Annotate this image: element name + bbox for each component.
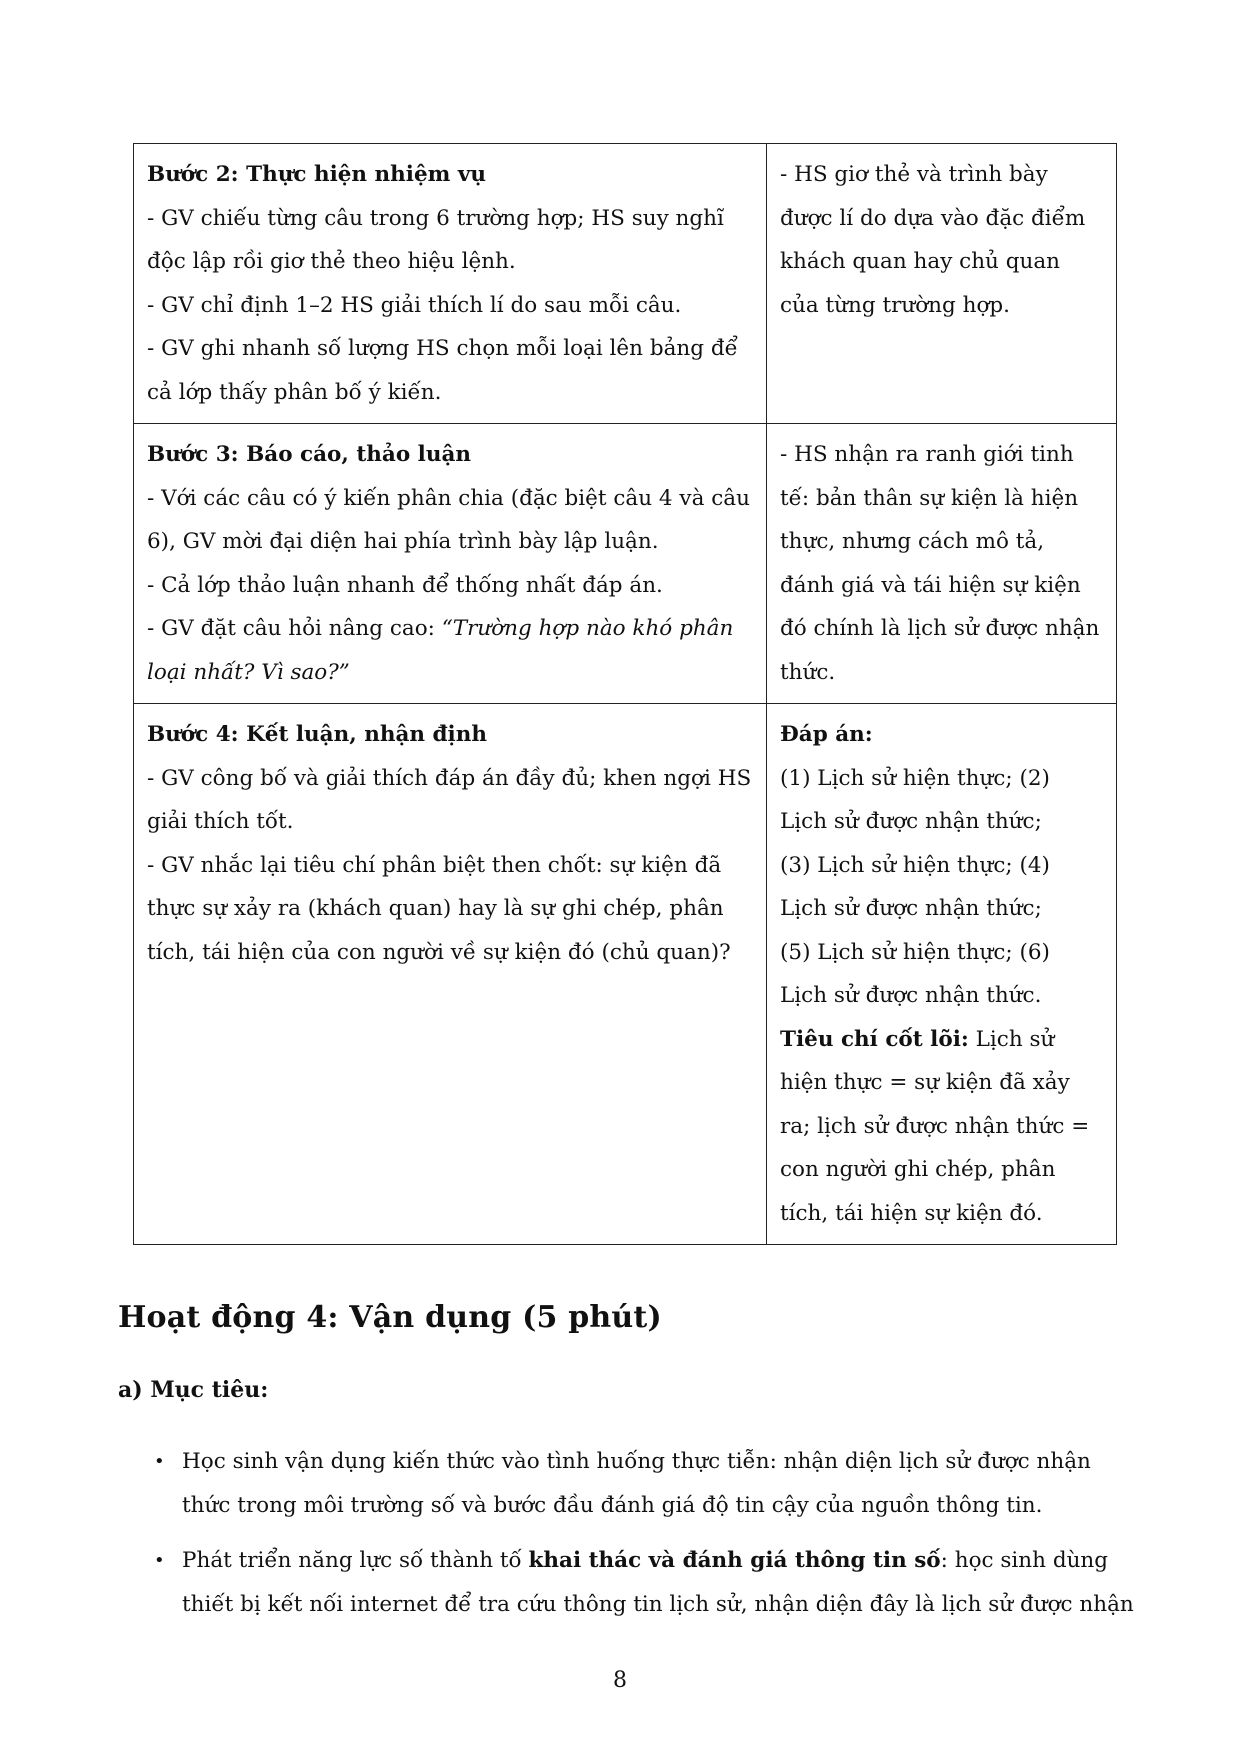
criteria-line	[780, 1018, 1103, 1236]
list-item-suffix: : học sinh dùng thiết bị kết nối internet để tra cứu thông tin lịch sử, nhận diện đây là lịch sử được nhận	[182, 1548, 1134, 1617]
question-italic: “Trường hợp nào khó phân loại nhất? Vì sao?”	[147, 616, 734, 685]
list-item-prefix: Phát triển năng lực số thành tố	[182, 1548, 529, 1573]
question-prefix: - GV đặt câu hỏi nâng cao:	[147, 616, 442, 641]
step-line: - GV chỉ định 1–2 HS giải thích lí do sau mỗi câu.	[147, 292, 682, 318]
table-row	[134, 144, 1117, 424]
bullet-icon: •	[154, 1451, 165, 1472]
criteria-text: Lịch sử hiện thực = sự kiện đã xảy ra; lịch sử được nhận thức = con người ghi chép, phân tích, tái hiện sự kiện đó.	[780, 1026, 1090, 1226]
step-3-outcome-cell	[767, 424, 1117, 704]
outcome-text: - HS giơ thẻ và trình bày được lí do dựa vào đặc điểm khách quan hay chủ quan của từng trường hợp.	[780, 162, 1086, 318]
answer-line: (1) Lịch sử hiện thực; (2) Lịch sử được nhận thức;	[780, 765, 1050, 834]
step-4-outcome-cell	[767, 704, 1117, 1245]
step-question-line	[147, 607, 753, 694]
step-3-cell	[134, 424, 767, 704]
bullet-icon: •	[154, 1550, 165, 1571]
objectives-list	[150, 1440, 1140, 1638]
list-item-text: Học sinh vận dụng kiến thức vào tình huống thực tiễn: nhận diện lịch sử được nhận thức trong môi trường số và bước đầu đánh giá độ tin cậy của nguồn thông tin.	[182, 1449, 1091, 1518]
step-title: Bước 3: Báo cáo, thảo luận	[147, 442, 472, 467]
step-title: Bước 4: Kết luận, nhận định	[147, 722, 487, 747]
outcome-text: - HS nhận ra ranh giới tinh tế: bản thân sự kiện là hiện thực, nhưng cách mô tả, đánh giá và tái hiện sự kiện đó chính là lịch sử được nhận thức.	[780, 442, 1100, 685]
step-4-cell	[134, 704, 767, 1245]
list-item	[150, 1539, 1140, 1626]
step-line: - GV công bố và giải thích đáp án đầy đủ; khen ngợi HS giải thích tốt.	[147, 765, 752, 834]
page-number: 8	[613, 1668, 627, 1693]
list-item-bold: khai thác và đánh giá thông tin số	[528, 1548, 941, 1573]
activity-steps-table	[133, 143, 1117, 1245]
answer-line: (5) Lịch sử hiện thực; (6) Lịch sử được nhận thức.	[780, 939, 1050, 1008]
criteria-label: Tiêu chí cốt lõi:	[780, 1026, 969, 1052]
step-line: - GV nhắc lại tiêu chí phân biệt then chốt: sự kiện đã thực sự xảy ra (khách quan) hay là sự ghi chép, phân tích, tái hiện của con người về sự kiện đó (chủ quan)?	[147, 852, 731, 965]
step-line: - Với các câu có ý kiến phân chia (đặc biệt câu 4 và câu 6), GV mời đại diện hai phía trình bày lập luận.	[147, 485, 750, 554]
step-2-outcome-cell	[767, 144, 1117, 424]
table-row	[134, 704, 1117, 1245]
step-title: Bước 2: Thực hiện nhiệm vụ	[147, 162, 487, 187]
answer-line: (3) Lịch sử hiện thực; (4) Lịch sử được nhận thức;	[780, 852, 1050, 921]
table-row	[134, 424, 1117, 704]
list-item	[150, 1440, 1140, 1527]
section-subheading: a) Mục tiêu:	[118, 1377, 269, 1403]
step-line: - GV ghi nhanh số lượng HS chọn mỗi loại lên bảng để cả lớp thấy phân bố ý kiến.	[147, 336, 738, 405]
answer-title: Đáp án:	[780, 722, 873, 747]
step-line: - GV chiếu từng câu trong 6 trường hợp; HS suy nghĩ độc lập rồi giơ thẻ theo hiệu lệnh.	[147, 205, 724, 274]
step-line: - Cả lớp thảo luận nhanh để thống nhất đáp án.	[147, 572, 663, 598]
section-heading: Hoạt động 4: Vận dụng (5 phút)	[118, 1300, 662, 1335]
step-2-cell	[134, 144, 767, 424]
